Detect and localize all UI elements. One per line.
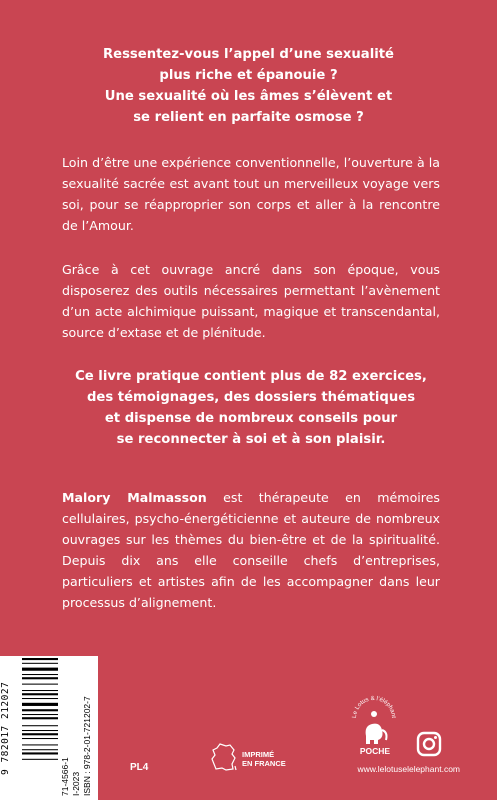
author-name: Malory Malmasson <box>62 490 207 505</box>
publisher-website[interactable]: www.lelotuselelephant.com <box>357 764 460 774</box>
highlight-block <box>62 366 440 450</box>
barcode-number: 9 782017 212027 <box>0 681 11 775</box>
barcode-block <box>0 656 98 800</box>
highlight-line: et dispense de nombreux conseils pour <box>104 411 398 426</box>
barcode-date: I-2023 <box>71 771 81 796</box>
highlight-line: Ce livre pratique contient plus de 82 exercices, <box>75 369 427 384</box>
publisher-arc-text: Le Lotus & l’éléphant <box>351 695 397 719</box>
pl4-label: PL4 <box>130 762 149 773</box>
barcode-code-left: 71-4566-1 <box>60 757 70 796</box>
author-bio-text: est thérapeute en mémoires cellulaires, psycho-énergéticienne et auteure de nombreux ouvrages sur les thèmes du bien-être et de la spiritualité. Depuis dix ans elle conseille chefs d’entreprises, particuliers et artistes afin de les accompagner dans leur processus d’alignement. <box>62 490 440 610</box>
paragraph-tools: Grâce à cet ouvrage ancré dans son époque, vous disposerez des outils nécessaires permettant l’avènement d’un acte alchimique puissant, magique et transcendantal, source d’extase et de plénitude. <box>62 262 440 340</box>
imprime-line1: IMPRIMÉ <box>242 750 275 759</box>
barcode-code <box>60 660 70 796</box>
barcode-code-right <box>71 660 81 796</box>
headline-line: Une sexualité où les âmes s’élèvent et <box>104 89 393 104</box>
instagram-icon[interactable] <box>415 730 443 758</box>
highlight-line: se reconnecter à soi et à son plaisir. <box>116 432 386 447</box>
poche-label: POCHE <box>359 746 391 756</box>
headline-line: se relient en parfaite osmose ? <box>133 110 364 125</box>
highlight-line: des témoignages, des dossiers thématiques <box>86 390 416 405</box>
barcode-isbn: ISBN : 978-2-01-721202-7 <box>82 696 92 796</box>
author-bio <box>62 487 440 613</box>
imprime-line2: EN FRANCE <box>242 759 286 768</box>
paragraph-intro: Loin d’être une expérience conventionnelle, l’ouverture à la sexualité sacrée est avant tout un merveilleux voyage vers soi, pour se réapproprier son corps et aller à la rencontre de l’Amour. <box>62 155 440 233</box>
headline-line: Ressentez-vous l’appel d’une sexualité <box>102 47 394 62</box>
headline-line: plus riche et épanouie ? <box>159 68 338 83</box>
imprime-en-france <box>210 742 300 778</box>
barcode-bars <box>22 658 58 796</box>
france-map-icon <box>210 742 238 772</box>
headline <box>60 44 437 128</box>
